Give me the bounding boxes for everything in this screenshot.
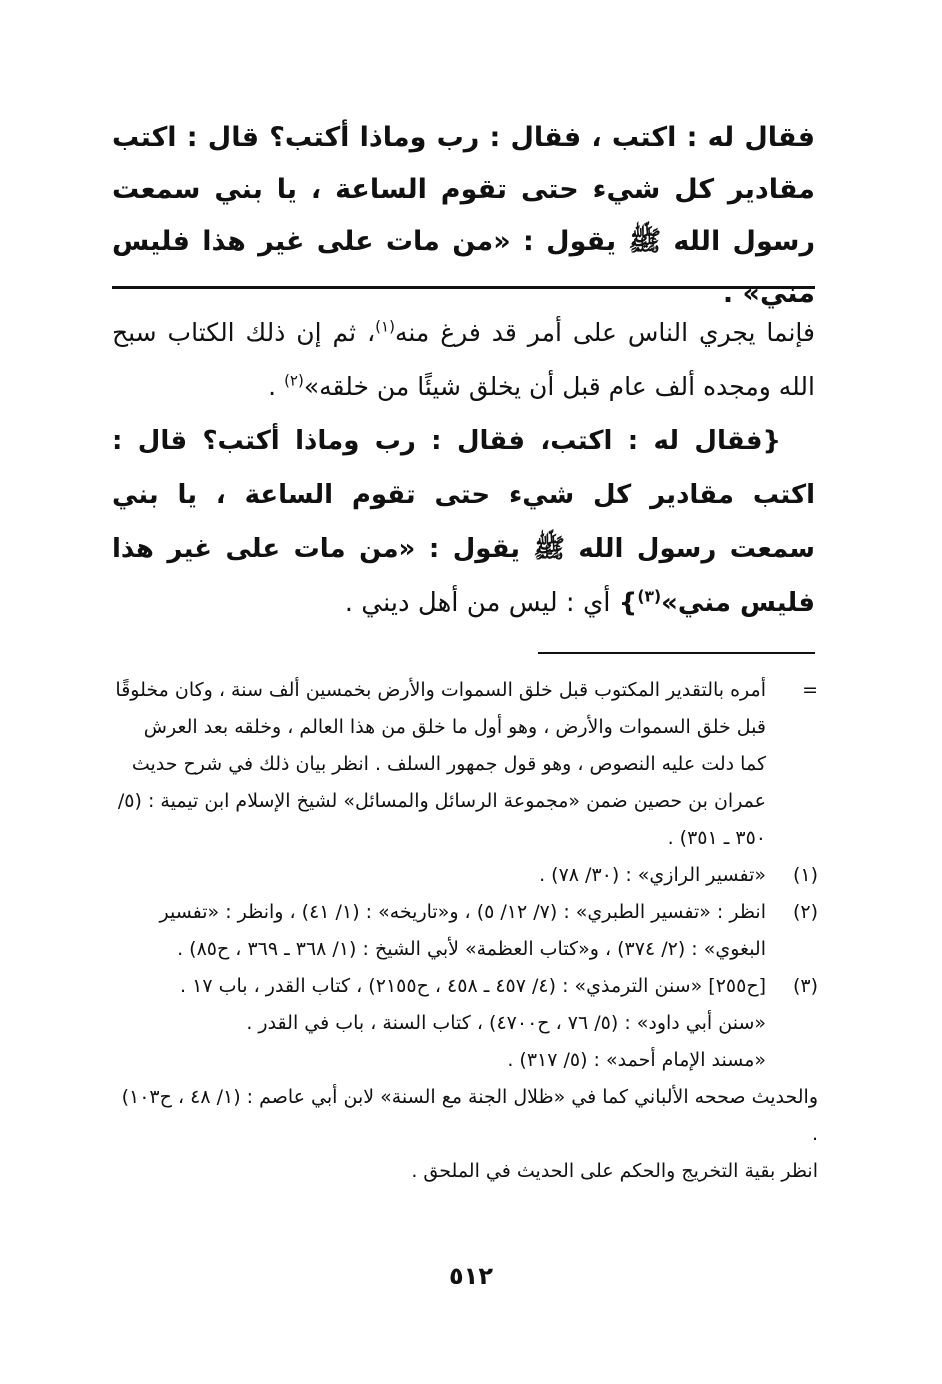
- footnote-2: [112, 894, 818, 968]
- footnote-ref-1: (١): [375, 317, 395, 336]
- commentary-paragraph-2: [112, 414, 815, 630]
- commentary-block: [112, 306, 815, 630]
- commentary-period: .: [268, 372, 277, 401]
- footnote-line: «سنن أبي داود» : (٥/ ٧٦ ، ح٤٧٠٠) ، كتاب السنة ، باب في القدر .: [246, 1012, 766, 1034]
- footnote-ref-3: (٣): [637, 587, 662, 606]
- footnote-1: [112, 857, 818, 894]
- main-text-divider: [112, 286, 815, 289]
- footnote-line: «مسند الإمام أحمد» : (٥/ ٣١٧) .: [507, 1049, 766, 1071]
- commentary-text: فإنما يجري الناس على أمر قد فرغ منه: [394, 318, 815, 347]
- footnote-line: والحديث صححه الألباني كما في «ظلال الجنة مع السنة» لابن أبي عاصم : (١/ ٤٨ ، ح١٠٣) .: [121, 1086, 818, 1145]
- footnote-line: «تفسير الرازي» : (٣٠/ ٧٨) .: [539, 864, 766, 886]
- footnote-line: انظر : «تفسير الطبري» : (٧/ ١٢/ ٥) ، و«تاريخه» : (١/ ٤١) ، وانظر : «تفسير البغوي» : (٢/ ٣٧٤) ، و«كتاب العظمة» لأبي الشيخ : (١/ ٣٦٨ ـ ٣٦٩ ، ح٨٥) .: [159, 901, 766, 960]
- footnote-number: (٣): [792, 975, 818, 997]
- footnote-divider: [538, 652, 815, 654]
- commentary-explanation: أي : ليس من أهل ديني .: [344, 588, 619, 618]
- footnote-text: [112, 857, 766, 894]
- footnote-continued: [112, 672, 818, 857]
- footnote-number: =: [802, 679, 818, 701]
- footnote-ref-2: (٢): [284, 371, 304, 390]
- footnote-3: [112, 968, 818, 1079]
- quote-close-brace: }: [618, 588, 638, 618]
- footnote-text: [112, 672, 766, 857]
- footnotes-block: [112, 672, 818, 1190]
- footnote-text: [112, 894, 766, 968]
- footnote-3-continued: [112, 1079, 818, 1190]
- footnote-text: [112, 1079, 818, 1190]
- footnote-line: [ح٢٥٥] «سنن الترمذي» : (٤/ ٤٥٧ ـ ٤٥٨ ، ح٢١٥٥) ، كتاب القدر ، باب ١٧ .: [180, 975, 766, 997]
- footnote-text: [112, 968, 766, 1079]
- commentary-paragraph-1: [112, 306, 815, 414]
- footnote-number: (١): [792, 864, 818, 886]
- footnote-line: انظر بقية التخريج والحكم على الحديث في الملحق .: [411, 1160, 818, 1182]
- commentary-text: ، ثم إن ذلك الكتاب سبح الله ومجده ألف عام قبل أن يخلق شيئًا من خلقه»: [112, 318, 815, 401]
- main-text: فقال له : اكتب ، فقال : رب وماذا أكتب؟ قال : اكتب مقادير كل شيء حتى تقوم الساعة ، يا بني سمعت رسول الله ﷺ يقول : «من مات على غير هذا فليس مني» .: [112, 122, 815, 309]
- footnote-line: أمره بالتقدير المكتوب قبل خلق السموات والأرض بخمسين ألف سنة ، وكان مخلوقًا قبل خلق السموات والأرض ، وهو أول ما خلق من هذا العالم ، وخلقه بعد العرش كما دلت عليه النصوص ، وهو قول جمهور السلف . انظر بيان ذلك في شرح حديث عمران بن حصين ضمن «مجموعة الرسائل والمسائل» لشيخ الإسلام ابن تيمية : (٥/ ٣٥٠ ـ ٣٥١) .: [115, 679, 766, 849]
- footnote-number: (٢): [792, 901, 818, 923]
- page-number: ٥١٢: [449, 1262, 493, 1290]
- quoted-main-text: {فقال له : اكتب، فقال : رب وماذا أكتب؟ قال : اكتب مقادير كل شيء حتى تقوم الساعة ، يا بني سمعت رسول الله ﷺ يقول : «من مات على غير هذا فليس مني»: [112, 426, 815, 618]
